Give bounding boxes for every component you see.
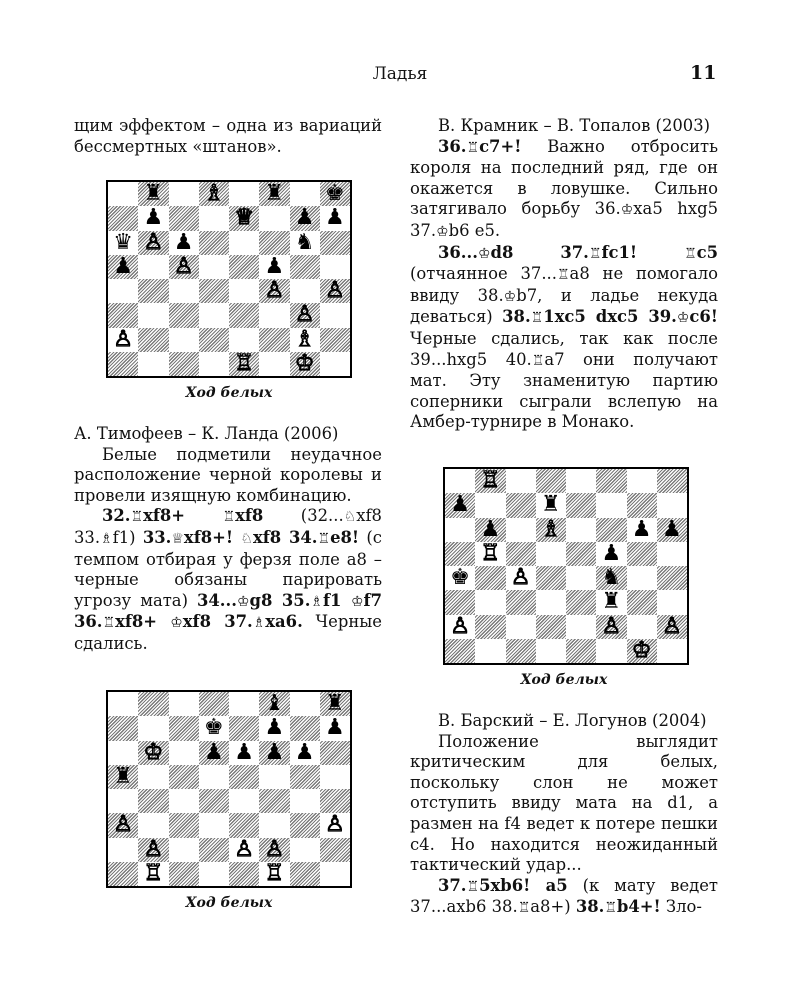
dark-square [657, 566, 687, 590]
dark-square [506, 493, 536, 517]
diagram-1-caption: Ход белых [185, 385, 273, 401]
game-title-timofeev-landa: А. Тимофеев – К. Ланда (2006) [74, 424, 339, 443]
chess-diagram-3 [443, 467, 689, 665]
chess-diagram-2 [106, 690, 352, 888]
right-column-lower [410, 711, 718, 919]
white-pawn-icon: ♙ [450, 613, 470, 639]
black-pawn-icon: ♟ [204, 739, 224, 765]
black-rook-icon: ♜ [325, 691, 345, 716]
dark-square [536, 469, 566, 493]
dark-square [199, 231, 229, 255]
white-bishop-icon: ♗ [541, 516, 561, 542]
light-square [108, 692, 138, 716]
light-square [229, 279, 259, 303]
dark-square [138, 328, 168, 352]
dark-square [229, 862, 259, 886]
dark-square [627, 542, 657, 566]
king-icon: ♔ [676, 310, 690, 327]
light-square [138, 765, 168, 789]
dark-square [199, 789, 229, 813]
black-king-icon: ♚ [450, 565, 470, 590]
dark-square [169, 352, 199, 376]
white-pawn-icon: ♙ [173, 253, 194, 279]
white-rook-icon: ♖ [480, 540, 501, 566]
dark-square [108, 206, 138, 230]
white-king-icon: ♔ [294, 350, 315, 376]
dark-square [199, 328, 229, 352]
paragraph-kramnik-1: 36.♖c7+! Важно отбросить короля на последний ряд, где он окажется в ловушке. Сильно затягивало борьбу 36.♔xa5 hxg5 37.♔b6 e5. [410, 136, 719, 240]
light-square [169, 279, 199, 303]
light-square [536, 639, 566, 663]
light-square [259, 303, 289, 327]
diagram-3-caption: Ход белых [520, 672, 608, 688]
dark-square [108, 716, 138, 740]
game-title-barsky-logunov: В. Барский – Е. Логунов (2004) [438, 711, 707, 730]
dark-square [138, 279, 168, 303]
dark-square [320, 789, 350, 813]
paragraph-continuation: щим эффектом – одна из вариаций бессмертных «штанов». [74, 116, 382, 156]
bishop-icon: ♗ [100, 530, 113, 547]
game-title-kramnik-topalov: В. Крамник – В. Топалов (2003) [438, 116, 711, 135]
white-pawn-icon: ♙ [325, 812, 345, 838]
white-pawn-icon: ♙ [264, 836, 285, 862]
black-pawn-icon: ♟ [325, 715, 345, 741]
light-square [199, 206, 229, 230]
white-pawn-icon: ♙ [113, 812, 133, 838]
black-pawn-icon: ♟ [113, 253, 133, 279]
paragraph-timofeev-intro: Белые подметили неудачное расположение черной королевы и провели изящную комбинацию. [74, 444, 382, 505]
light-square [199, 765, 229, 789]
light-square [259, 813, 289, 837]
light-square [229, 231, 259, 255]
black-rook-icon: ♜ [601, 589, 622, 615]
black-knight-icon: ♞ [294, 229, 315, 255]
white-queen-icon: ♕ [234, 205, 254, 231]
dark-square [108, 862, 138, 886]
chess-diagram-1 [106, 180, 352, 378]
light-square [169, 692, 199, 716]
light-square [475, 639, 505, 663]
light-square [108, 789, 138, 813]
black-rook-icon: ♜ [541, 492, 561, 518]
black-knight-icon: ♞ [601, 565, 622, 590]
light-square [199, 303, 229, 327]
light-square [445, 469, 475, 493]
light-square [627, 469, 657, 493]
black-pawn-icon: ♟ [294, 739, 315, 765]
dark-square [566, 639, 596, 663]
light-square [290, 789, 320, 813]
dark-square [566, 542, 596, 566]
light-square [506, 469, 536, 493]
dark-square [290, 813, 320, 837]
light-square [320, 255, 350, 279]
white-rook-icon: ♖ [264, 860, 285, 886]
light-square [536, 542, 566, 566]
light-square [199, 862, 229, 886]
light-square [259, 352, 289, 376]
paragraph-barsky-2: 37.♖5xb6! a5 (к мату ведет 37...axb6 38.♖a8+) 38.♖b4+! Зло- [410, 875, 719, 917]
dark-square [169, 765, 199, 789]
light-square [169, 741, 199, 765]
dark-square [536, 615, 566, 639]
light-square [566, 566, 596, 590]
black-pawn-icon: ♟ [480, 516, 501, 542]
light-square [657, 590, 687, 614]
black-queen-icon: ♛ [113, 229, 133, 255]
rook-icon: ♖ [530, 310, 544, 327]
dark-square [199, 279, 229, 303]
dark-square [566, 590, 596, 614]
dark-square [169, 716, 199, 740]
dark-square [475, 615, 505, 639]
dark-square [169, 862, 199, 886]
rook-icon: ♖ [684, 245, 697, 262]
dark-square [506, 542, 536, 566]
black-pawn-icon: ♟ [294, 205, 315, 231]
black-pawn-icon: ♟ [325, 205, 345, 231]
white-rook-icon: ♖ [480, 468, 501, 493]
black-rook-icon: ♜ [264, 181, 285, 206]
light-square [199, 255, 229, 279]
rook-icon: ♖ [222, 509, 236, 526]
diagram-2-caption: Ход белых [185, 895, 273, 911]
dark-square [169, 303, 199, 327]
light-square [566, 518, 596, 542]
light-square [259, 765, 289, 789]
dark-square [506, 590, 536, 614]
dark-square [229, 255, 259, 279]
king-icon: ♔ [620, 202, 634, 219]
dark-square [657, 469, 687, 493]
dark-square [566, 493, 596, 517]
dark-square [475, 566, 505, 590]
king-icon: ♔ [350, 593, 364, 610]
dark-square [506, 639, 536, 663]
king-icon: ♔ [436, 223, 449, 240]
light-square [596, 493, 626, 517]
rook-icon: ♖ [466, 139, 480, 156]
light-square [536, 590, 566, 614]
dark-square [199, 838, 229, 862]
light-square [169, 838, 199, 862]
light-square [627, 566, 657, 590]
black-bishop-icon: ♝ [264, 691, 285, 716]
dark-square [445, 639, 475, 663]
black-pawn-icon: ♟ [173, 229, 194, 255]
white-bishop-icon: ♗ [204, 181, 224, 206]
king-icon: ♔ [236, 593, 250, 610]
dark-square [627, 590, 657, 614]
dark-square [627, 493, 657, 517]
light-square [108, 741, 138, 765]
light-square [290, 182, 320, 206]
black-pawn-icon: ♟ [264, 715, 285, 741]
light-square [138, 352, 168, 376]
white-pawn-icon: ♙ [234, 836, 254, 862]
left-column [74, 116, 382, 157]
dark-square [320, 231, 350, 255]
bishop-icon: ♗ [252, 615, 266, 632]
dark-square [445, 590, 475, 614]
white-bishop-icon: ♗ [294, 326, 315, 352]
dark-square [290, 716, 320, 740]
paragraph-kramnik-2: 36...♔d8 37.♖fc1! ♖c5 (отчаянное 37...♖a8 не помогало ввиду 38.♔b7, и ладье некуда деваться) 38.♖1xc5 dxc5 39.♔c6! Черные сдались, так как после 39...hxg5 40.♖a7 они получают мат. Эту знаменитую партию соперники сыграли вслепую на Амбер-турнире в Монако. [410, 242, 719, 432]
dark-square [229, 765, 259, 789]
dark-square [229, 303, 259, 327]
dark-square [108, 352, 138, 376]
light-square [108, 838, 138, 862]
white-pawn-icon: ♙ [113, 326, 133, 352]
paragraph-barsky-1: Положение выглядит критическим для белых, поскольку слон не может отступить ввиду мата на d1, а размен на f4 ведет к потере пешки c4. Но находится неожиданный тактический удар... [410, 731, 718, 875]
white-rook-icon: ♖ [143, 860, 164, 886]
black-king-icon: ♚ [204, 715, 224, 741]
white-pawn-icon: ♙ [264, 278, 285, 303]
light-square [445, 518, 475, 542]
white-king-icon: ♔ [631, 637, 652, 663]
dark-square [320, 328, 350, 352]
light-square [657, 542, 687, 566]
light-square [229, 692, 259, 716]
light-square [320, 862, 350, 886]
dark-square [320, 741, 350, 765]
light-square [138, 813, 168, 837]
dark-square [169, 813, 199, 837]
running-title: Ладья [372, 64, 428, 84]
light-square [108, 279, 138, 303]
page-number: 11 [690, 62, 717, 84]
black-pawn-icon: ♟ [450, 492, 470, 518]
rook-icon: ♖ [531, 352, 545, 369]
light-square [475, 590, 505, 614]
light-square [290, 838, 320, 862]
light-square [199, 352, 229, 376]
rook-icon: ♖ [317, 530, 331, 547]
light-square [290, 279, 320, 303]
white-pawn-icon: ♙ [143, 836, 164, 862]
white-pawn-icon: ♙ [601, 613, 622, 639]
dark-square [138, 789, 168, 813]
knight-icon: ♘ [240, 530, 253, 547]
light-square [229, 789, 259, 813]
rook-icon: ♖ [102, 615, 116, 632]
white-pawn-icon: ♙ [510, 565, 531, 590]
light-square [138, 303, 168, 327]
black-pawn-icon: ♟ [143, 205, 164, 231]
light-square [108, 182, 138, 206]
dark-square [290, 862, 320, 886]
light-square [506, 615, 536, 639]
light-square [475, 493, 505, 517]
dark-square [169, 206, 199, 230]
rook-icon: ♖ [556, 267, 570, 284]
dark-square [259, 328, 289, 352]
rook-icon: ♖ [130, 509, 144, 526]
light-square [169, 328, 199, 352]
light-square [657, 639, 687, 663]
dark-square [290, 255, 320, 279]
white-pawn-icon: ♙ [325, 278, 345, 303]
light-square [229, 328, 259, 352]
light-square [566, 469, 596, 493]
light-square [566, 615, 596, 639]
light-square [290, 692, 320, 716]
dark-square [596, 469, 626, 493]
king-icon: ♔ [477, 245, 491, 262]
black-king-icon: ♚ [325, 181, 345, 206]
dark-square [138, 692, 168, 716]
rook-icon: ♖ [588, 245, 602, 262]
dark-square [259, 789, 289, 813]
dark-square [229, 813, 259, 837]
white-king-icon: ♔ [143, 739, 164, 765]
white-rook-icon: ♖ [234, 350, 254, 376]
light-square [259, 206, 289, 230]
black-pawn-icon: ♟ [662, 516, 682, 542]
black-pawn-icon: ♟ [264, 739, 285, 765]
dark-square [108, 303, 138, 327]
black-pawn-icon: ♟ [631, 516, 652, 542]
light-square [627, 615, 657, 639]
light-square [138, 716, 168, 740]
rook-icon: ♖ [517, 900, 531, 917]
left-column-lower [74, 424, 382, 655]
black-pawn-icon: ♟ [234, 739, 254, 765]
light-square [320, 765, 350, 789]
dark-square [229, 716, 259, 740]
light-square [596, 639, 626, 663]
king-icon: ♔ [503, 288, 517, 305]
light-square [169, 182, 199, 206]
light-square [506, 518, 536, 542]
black-pawn-icon: ♟ [264, 253, 285, 279]
paragraph-timofeev-moves: 32.♖xf8+ ♖xf8 (32...♘xf8 33.♗f1) 33.♕xf8+! ♘xf8 34.♖e8! (с темпом отбирая у ферзя поле a8 – черные обязаны парировать угрозу мата) 34...♔g8 35.♗f1 ♔f7 36.♖xf8+ ♔xf8 37.♗xa6. Черные сдались. [74, 506, 382, 653]
black-pawn-icon: ♟ [601, 540, 622, 566]
dark-square [320, 838, 350, 862]
bishop-icon: ♗ [310, 593, 323, 610]
white-pawn-icon: ♙ [662, 613, 682, 639]
light-square [169, 789, 199, 813]
dark-square [445, 542, 475, 566]
rook-icon: ♖ [466, 878, 480, 895]
dark-square [199, 692, 229, 716]
dark-square [290, 765, 320, 789]
light-square [320, 303, 350, 327]
knight-icon: ♘ [343, 509, 357, 526]
dark-square [596, 518, 626, 542]
light-square [657, 493, 687, 517]
white-pawn-icon: ♙ [143, 229, 164, 255]
dark-square [536, 566, 566, 590]
queen-icon: ♕ [171, 530, 184, 547]
light-square [229, 182, 259, 206]
black-rook-icon: ♜ [113, 763, 133, 789]
dark-square [259, 231, 289, 255]
right-column [410, 116, 718, 433]
king-icon: ♔ [170, 615, 183, 632]
light-square [199, 813, 229, 837]
black-rook-icon: ♜ [143, 181, 164, 206]
light-square [320, 352, 350, 376]
light-square [138, 255, 168, 279]
white-pawn-icon: ♙ [294, 302, 315, 328]
rook-icon: ♖ [604, 900, 617, 917]
